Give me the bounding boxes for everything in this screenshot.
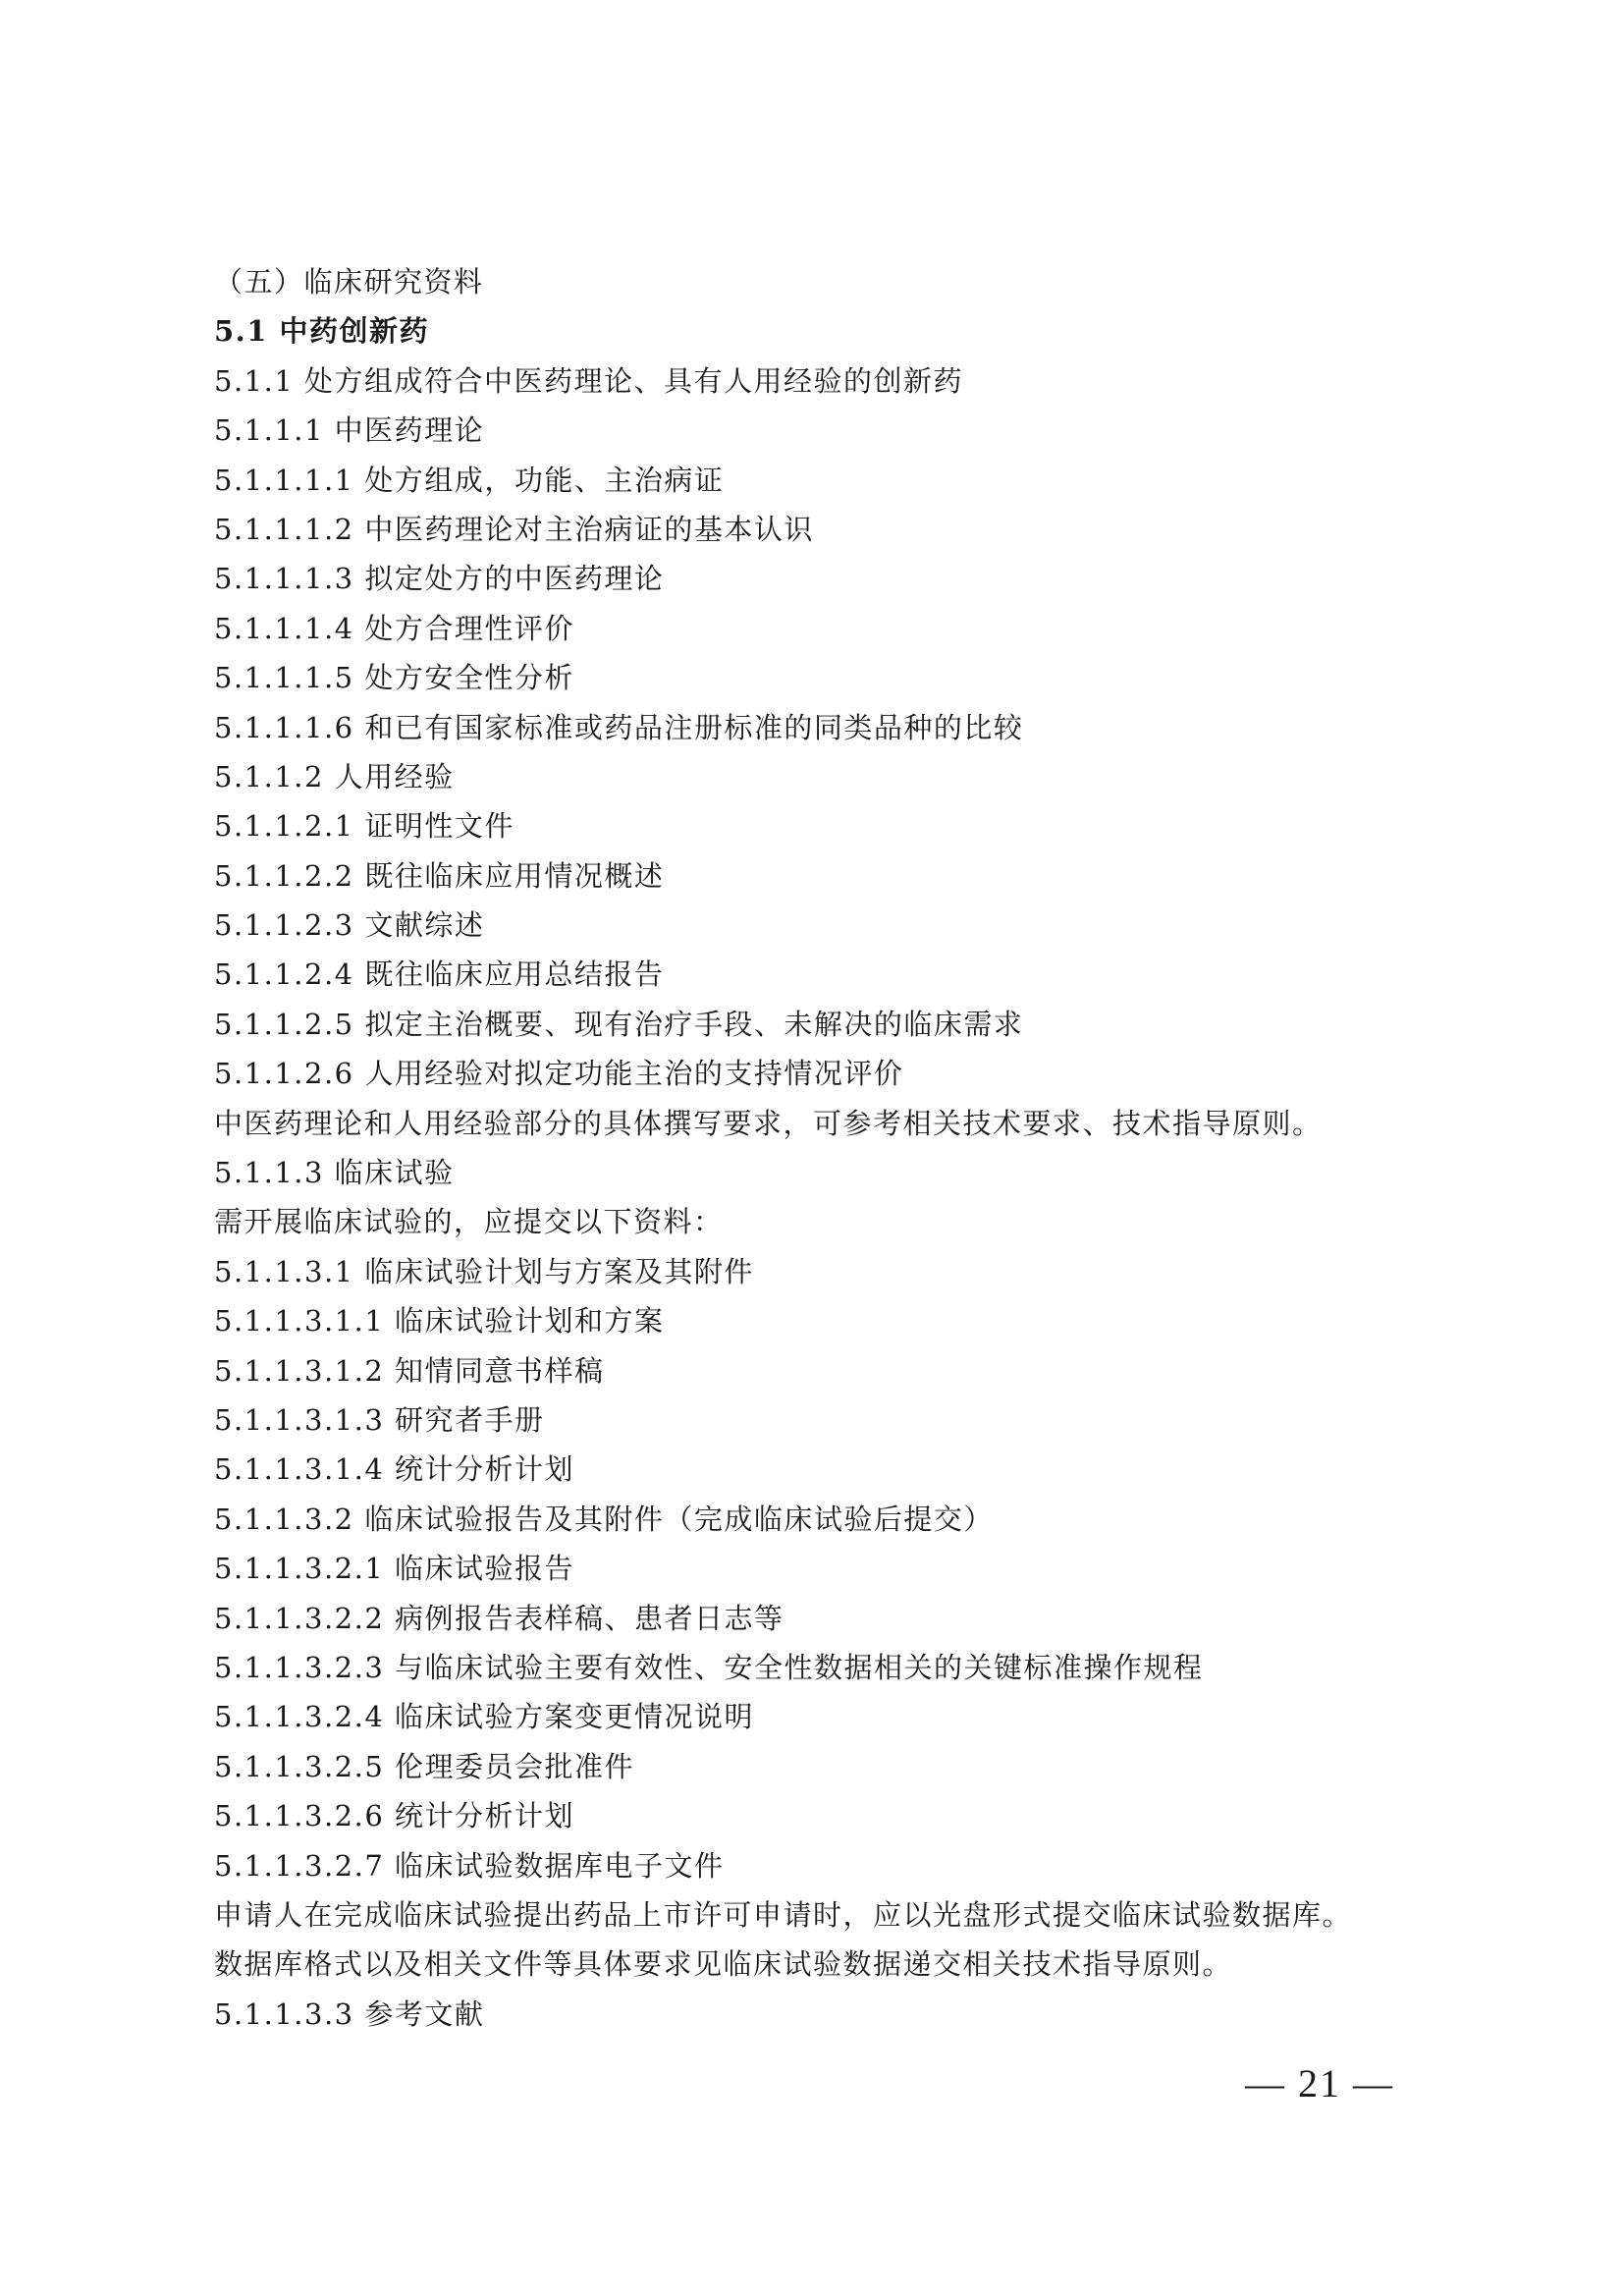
document-line: 5.1.1 处方组成符合中医药理论、具有人用经验的创新药: [214, 363, 964, 398]
document-line: 5.1.1.3.2 临床试验报告及其附件（完成临床试验后提交）: [214, 1502, 994, 1536]
document-body: [214, 257, 1424, 2039]
document-line: 5.1.1.1.5 处方安全性分析: [214, 661, 574, 695]
paragraph-line-1: 申请人在完成临床试验提出药品上市许可申请时，应以光盘形式提交临床试验数据库。: [214, 1897, 1353, 1932]
document-line: 5.1.1.3.2.4 临床试验方案变更情况说明: [214, 1700, 755, 1734]
document-line: 5.1.1.2.1 证明性文件: [214, 809, 514, 844]
document-line: 5.1.1.1.1 处方组成，功能、主治病证: [214, 463, 725, 497]
document-line: 中医药理论和人用经验部分的具体撰写要求，可参考相关技术要求、技术指导原则。: [214, 1106, 1323, 1140]
document-line: 5.1.1.1 中医药理论: [214, 413, 485, 448]
document-line: 5.1.1.3.2.1 临床试验报告: [214, 1552, 575, 1586]
document-line: 需开展临床试验的，应提交以下资料：: [214, 1205, 724, 1239]
document-line: 5.1.1.3.2.2 病例报告表样稿、患者日志等: [214, 1601, 784, 1635]
document-line: 5.1.1.2.4 既往临床应用总结报告: [214, 957, 665, 992]
document-line: 5.1.1.2.6 人用经验对拟定功能主治的支持情况评价: [214, 1057, 904, 1091]
document-line: （五）临床研究资料: [214, 265, 484, 299]
document-line: 5.1.1.1.6 和已有国家标准或药品注册标准的同类品种的比较: [214, 710, 1024, 744]
document-line: 5.1.1.3.2.5 伦理委员会批准件: [214, 1749, 635, 1783]
paragraph-line-2: 数据库格式以及相关文件等具体要求见临床试验数据递交相关技术指导原则。: [214, 1947, 1233, 1982]
document-line: 5.1.1.3.1.2 知情同意书样稿: [214, 1353, 605, 1388]
document-line: 5.1.1.1.3 拟定处方的中医药理论: [214, 562, 665, 596]
document-line: 5.1.1.2.5 拟定主治概要、现有治疗手段、未解决的临床需求: [214, 1007, 1024, 1041]
document-line: 5.1.1.3.2.7 临床试验数据库电子文件: [214, 1848, 725, 1883]
document-line: 5.1.1.3.2.3 与临床试验主要有效性、安全性数据相关的关键标准操作规程: [214, 1650, 1204, 1684]
page-number: — 21 —: [1245, 2061, 1394, 2105]
document-line: 5.1 中药创新药: [214, 314, 430, 349]
document-line: 5.1.1.1.2 中医药理论对主治病证的基本认识: [214, 512, 814, 546]
document-line: 5.1.1.3.1.1 临床试验计划和方案: [214, 1304, 665, 1339]
document-line: 5.1.1.3 临床试验: [214, 1156, 455, 1190]
document-line: 5.1.1.2.2 既往临床应用情况概述: [214, 858, 665, 893]
heading-list: [214, 257, 1424, 1890]
document-line: 5.1.1.3.2.6 统计分析计划: [214, 1799, 575, 1833]
document-line: 5.1.1.3.1 临床试验计划与方案及其附件: [214, 1254, 754, 1288]
document-line: 5.1.1.1.4 处方合理性评价: [214, 611, 574, 645]
document-line: 5.1.1.3.1.4 统计分析计划: [214, 1452, 575, 1487]
document-line: 5.1.1.2.3 文献综述: [214, 908, 485, 943]
reference-heading: 5.1.1.3.3 参考文献: [214, 1996, 485, 2031]
document-line: 5.1.1.3.1.3 研究者手册: [214, 1402, 545, 1437]
document-line: 5.1.1.2 人用经验: [214, 759, 455, 793]
